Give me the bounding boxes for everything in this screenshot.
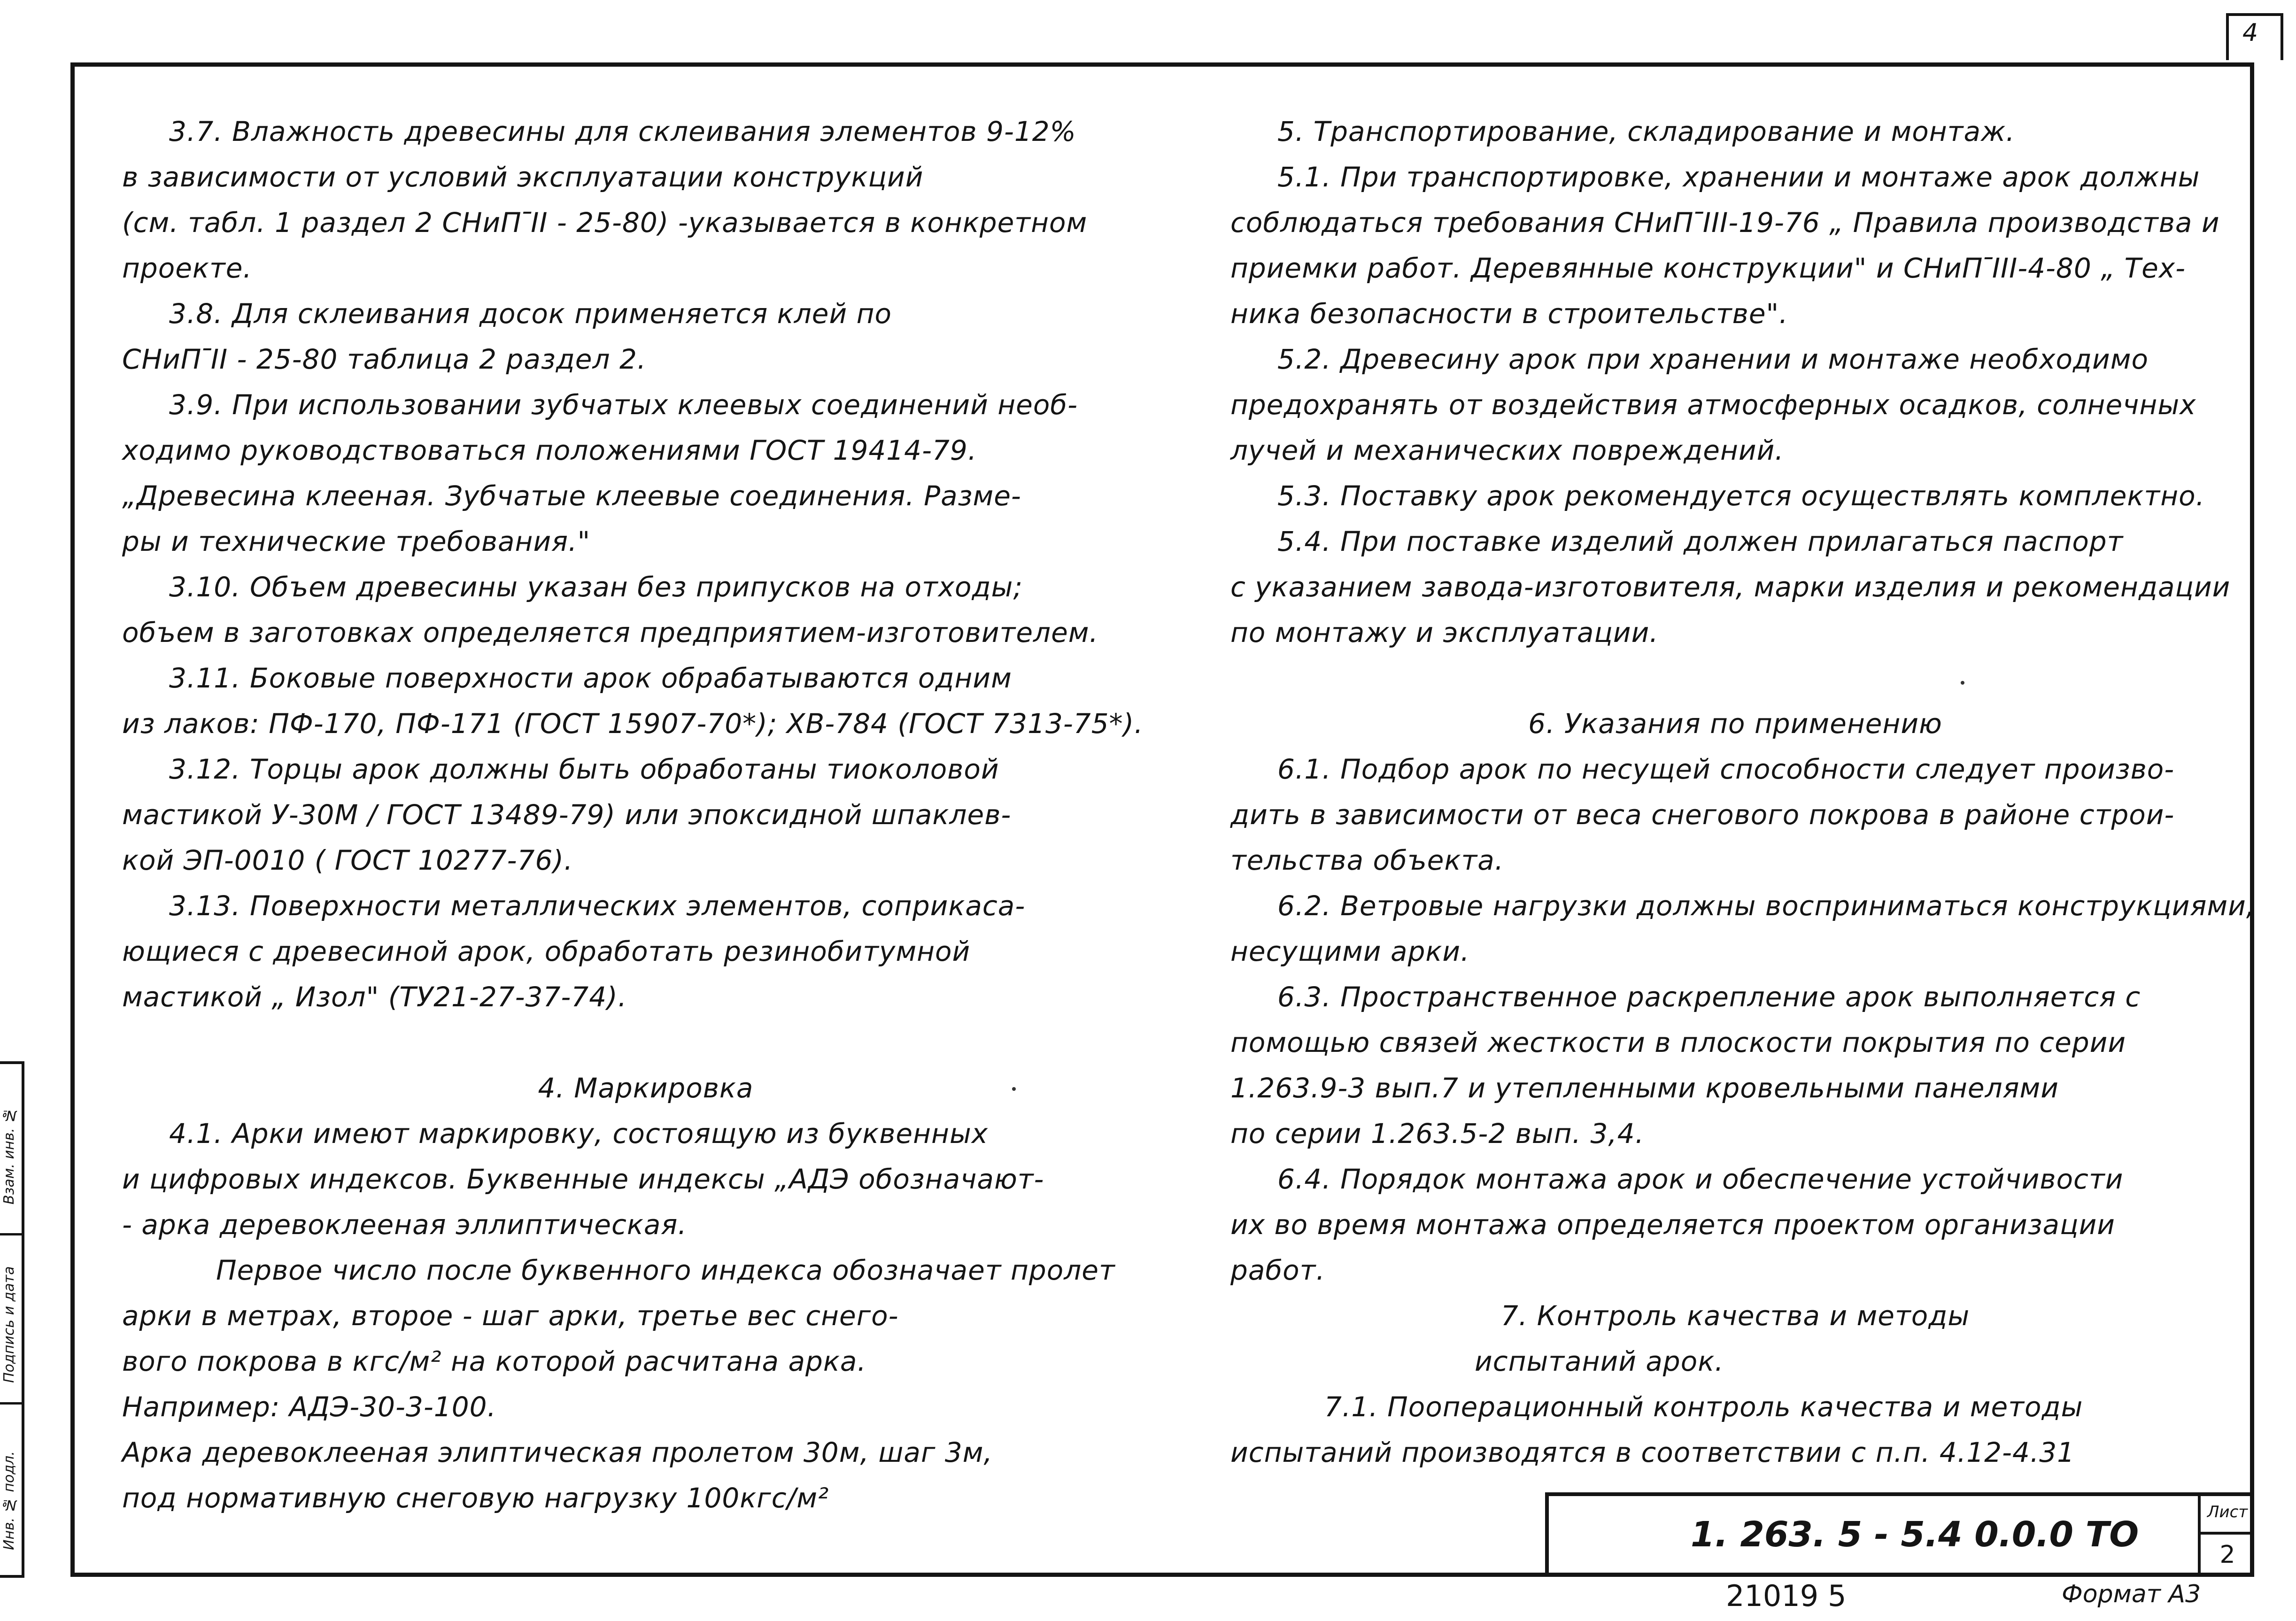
text-line: 3.12. Торцы арок должны быть обработаны тиоколовой — [169, 753, 999, 785]
text-line: ющиеся с древесиной арок, обработать резинобитумной — [122, 935, 971, 967]
section-heading: 6. Указания по применению — [1528, 708, 1942, 740]
sheet-number: 2 — [2219, 1541, 2235, 1569]
text-line: 3.7. Влажность древесины для склеивания элементов 9-12% — [169, 116, 1076, 147]
text-line: под нормативную снеговую нагрузку 100кгс/м² — [122, 1482, 829, 1514]
left-text-column — [122, 109, 1169, 1521]
paper-format: Формат А3 — [2062, 1580, 2201, 1608]
text-line: ника безопасности в строительстве". — [1230, 298, 1788, 330]
text-line: - арка деревоклееная эллиптическая. — [122, 1209, 687, 1241]
text-line: „Древесина клееная. Зубчатые клеевые соединения. Разме- — [122, 480, 1021, 512]
text-line: 5. Транспортирование, складирование и монтаж. — [1277, 116, 2015, 147]
text-line: дить в зависимости от веса снегового покрова в районе строи- — [1230, 799, 2175, 831]
text-line: испытаний производятся в соответствии с п.п. 4.12-4.31 — [1230, 1436, 2075, 1468]
text-line: мастикой „ Изол" (ТУ21-27-37-74). — [122, 981, 627, 1013]
text-line: приемки работ. Деревянные конструкции" и СНиП ̄III-4-80 „ Тех- — [1230, 252, 2186, 284]
text-line: испытаний арок. — [1475, 1345, 1724, 1377]
text-line: Первое число после буквенного индекса обозначает пролет — [216, 1254, 1115, 1286]
text-line: 6.3. Пространственное раскрепление арок выполняется с — [1277, 981, 2141, 1013]
text-line: 5.4. При поставке изделий должен прилагаться паспорт — [1277, 525, 2124, 557]
section-heading: 7. Контроль качества и методы — [1500, 1300, 1970, 1332]
text-line: Например: АДЭ-30-3-100. — [122, 1391, 496, 1423]
text-line: 3.8. Для склеивания досок применяется клей по — [169, 298, 892, 330]
text-line — [122, 1020, 1169, 1065]
text-line: 6.4. Порядок монтажа арок и обеспечение устойчивости — [1277, 1163, 2124, 1195]
text-line: тельства объекта. — [1230, 844, 1504, 876]
side-label-signature: Подпись и дата — [1, 1266, 17, 1383]
text-line: по монтажу и эксплуатации. — [1230, 617, 1659, 648]
side-label-replacement: Взам. инв. № — [1, 1107, 17, 1204]
text-line: в зависимости от условий эксплуатации конструкций — [122, 161, 924, 193]
text-line: вого покрова в кгс/м² на которой расчитана арка. — [122, 1345, 866, 1377]
text-line: проекте. — [122, 252, 252, 284]
speck — [1012, 1087, 1016, 1091]
text-line: с указанием завода-изготовителя, марки изделия и рекомендации — [1230, 571, 2231, 603]
text-line: 4.1. Арки имеют маркировку, состоящую из буквенных — [169, 1118, 989, 1150]
text-line: их во время монтажа определяется проектом организации — [1230, 1209, 2115, 1241]
text-line: предохранять от воздействия атмосферных осадков, солнечных — [1230, 389, 2196, 421]
text-line: 3.13. Поверхности металлических элементов, соприкаса- — [169, 890, 1026, 922]
text-line: 5.1. При транспортировке, хранении и монтаже арок должны — [1277, 161, 2200, 193]
text-line: кой ЭП-0010 ( ГОСТ 10277-76). — [122, 844, 573, 876]
section-heading: 4. Маркировка — [538, 1072, 754, 1104]
text-line: работ. — [1230, 1254, 1325, 1286]
side-label-inventory: Инв. № подл. — [1, 1451, 17, 1551]
corner-sheet-number: 4 — [2242, 19, 2258, 47]
text-line: 3.10. Объем древесины указан без припусков на отходы; — [169, 571, 1023, 603]
text-line: 5.2. Древесину арок при хранении и монтаже необходимо — [1277, 343, 2149, 375]
text-line: соблюдаться требования СНиП ̄III-19-76 „ Правила производства и — [1230, 207, 2220, 239]
text-line: Арка деревоклееная элиптическая пролетом 30м, шаг 3м, — [122, 1436, 993, 1468]
sheet-number-box — [2198, 1492, 2254, 1577]
text-line: 6.2. Ветровые нагрузки должны восприниматься конструкциями, — [1277, 890, 2256, 922]
side-stamp-strip — [0, 1061, 24, 1578]
text-line: 5.3. Поставку арок рекомендуется осуществлять комплектно. — [1277, 480, 2205, 512]
text-line: несущими арки. — [1230, 935, 1470, 967]
sheet-label: Лист — [2201, 1492, 2254, 1535]
right-text-column — [1230, 109, 2256, 1475]
text-line: лучей и механических повреждений. — [1230, 434, 1784, 466]
text-line: (см. табл. 1 раздел 2 СНиП ̄II - 25-80) -указывается в конкретном — [122, 207, 1088, 239]
text-line: арки в метрах, второе - шаг арки, третье вес снего- — [122, 1300, 899, 1332]
speck — [1961, 681, 1964, 685]
document-code: 1. 263. 5 - 5.4 0.0.0 ТО — [1691, 1514, 2139, 1555]
text-line: из лаков: ПФ-170, ПФ-171 (ГОСТ 15907-70*); ХВ-784 (ГОСТ 7313-75*). — [122, 708, 1144, 740]
text-line: и цифровых индексов. Буквенные индексы „АДЭ обозначают- — [122, 1163, 1044, 1195]
text-line — [1230, 656, 2240, 701]
text-line: СНиП ̄II - 25-80 таблица 2 раздел 2. — [122, 343, 647, 375]
text-line: мастикой У-30М / ГОСТ 13489-79) или эпоксидной шпаклев- — [122, 799, 1012, 831]
text-line: 7.1. Пооперационный контроль качества и методы — [1324, 1391, 2083, 1423]
text-line: ры и технические требования." — [122, 525, 591, 557]
text-line: 6.1. Подбор арок по несущей способности следует произво- — [1277, 753, 2175, 785]
text-line: по серии 1.263.5-2 вып. 3,4. — [1230, 1118, 1645, 1150]
text-line: 3.11. Боковые поверхности арок обрабатываются одним — [169, 662, 1012, 694]
text-line: помощью связей жесткости в плоскости покрытия по серии — [1230, 1027, 2126, 1058]
text-line: 1.263.9-3 вып.7 и утепленными кровельными панелями — [1230, 1072, 2059, 1104]
text-line: 3.9. При использовании зубчатых клеевых соединений необ- — [169, 389, 1078, 421]
text-line: объем в заготовках определяется предприятием-изготовителем. — [122, 617, 1098, 648]
inventory-number: 21019 5 — [1726, 1579, 1847, 1613]
text-line: ходимо руководствоваться положениями ГОСТ 19414-79. — [122, 434, 977, 466]
